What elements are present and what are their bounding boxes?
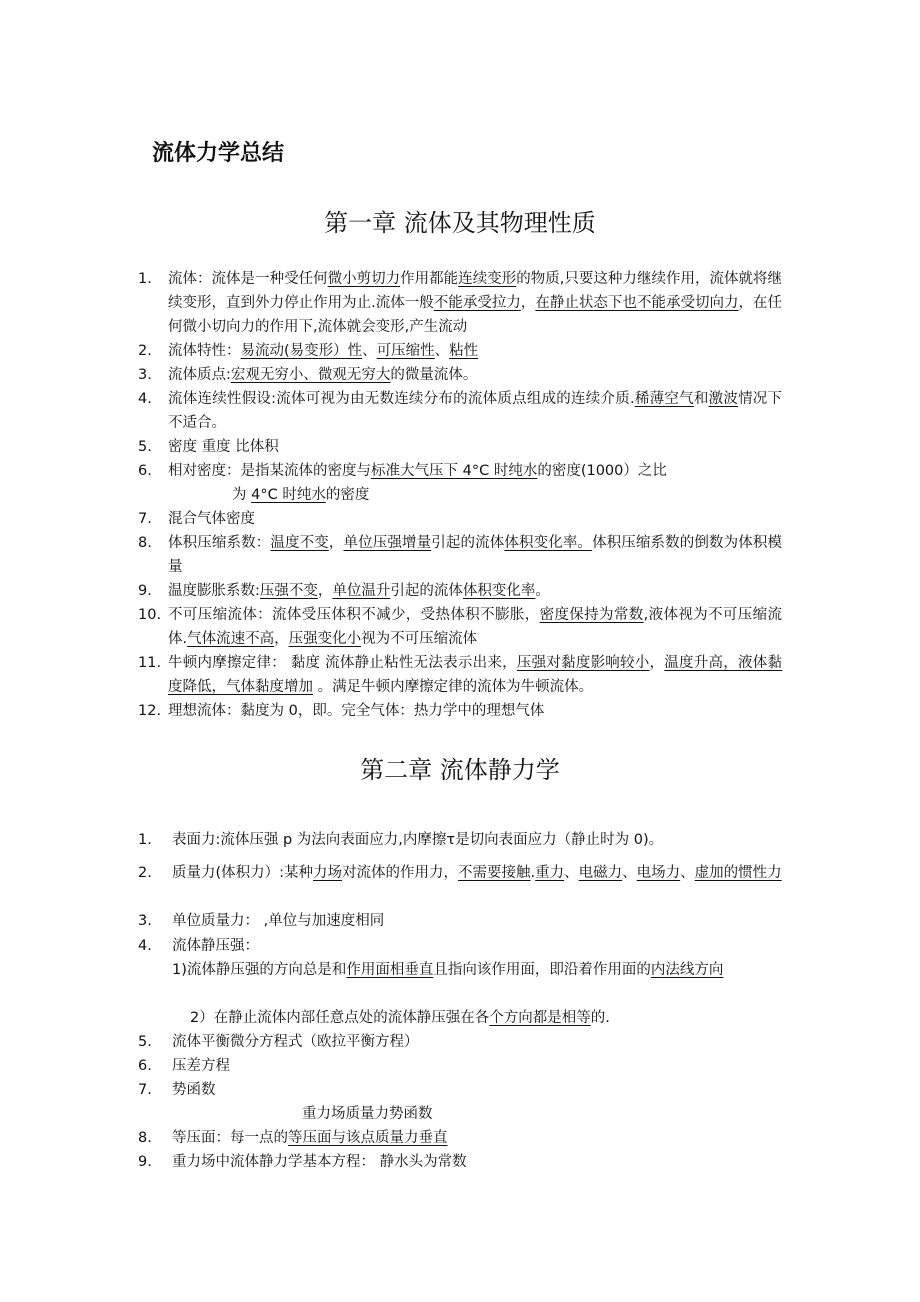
text-segment: 密度 重度 比体积 [168,439,279,455]
list-text [168,387,782,435]
underlined-term: 单位压强增量 [343,535,432,551]
list-number: 6. [138,1058,152,1074]
list-text [172,1030,782,1054]
text-segment: ， [274,631,289,647]
underlined-term: 内法线方向 [650,962,724,978]
text-segment: ， [317,583,333,599]
underlined-term: 标准大气压下 4°C 时纯水 [371,463,538,479]
list-text [168,699,782,723]
text-segment: 、 [564,865,579,881]
underlined-term: 单位温升 [332,583,391,599]
underlined-term: 重力 [535,865,565,881]
list-text [168,459,782,483]
list-number: 8. [138,535,152,551]
list-number: 12. [138,703,162,719]
text-segment: ,液体视为不可压缩流体. [168,607,783,647]
text-segment: 相对密度：是指某流体的密度与 [168,463,371,479]
text-segment: 作用都能 [400,271,459,287]
chapter-2-item-3 [138,909,782,933]
list-number: 9. [138,583,152,599]
text-segment: 引起的流体 [431,535,505,551]
list-number: 4. [138,938,152,954]
text-segment: 等压面：每一点的 [172,1130,288,1146]
list-number: 1. [138,271,152,287]
list-text [168,339,782,363]
list-text [172,1126,782,1150]
text-segment: 混合气体密度 [168,511,255,527]
text-segment: 的密度 [325,487,370,503]
list-number: 1. [138,832,152,848]
list-text [168,651,782,699]
chapter-1-item-1 [138,267,783,335]
text-segment: 流体：流体是一种受任何 [168,271,328,287]
list-number: 9. [138,1154,152,1170]
text-segment: ， [520,295,536,311]
list-number: 2. [138,865,152,881]
list-text [172,1078,782,1102]
underlined-term: 虚加的惯性力 [694,865,782,881]
text-segment: 单位质量力： ,单位与加速度相同 [172,913,385,929]
list-number: 2. [138,343,152,359]
text-segment: 、 [434,343,450,359]
list-text [168,267,782,339]
list-text [172,934,782,958]
underlined-term: 微小剪切力 [327,271,401,287]
chapter-1-item-8 [138,531,783,575]
underlined-term: 等压面与该点质量力垂直 [288,1130,448,1146]
text-segment: 、 [362,343,377,359]
underlined-term: 体积变化率。 [504,535,593,551]
text-segment: 2）在静止流体内部任意点处的流体静压强在各 [190,1010,490,1026]
chapter-1-heading: 第一章 流体及其物理性质 [324,209,596,237]
text-segment: 的. [590,1010,610,1026]
list-text [168,363,782,387]
chapter-1-item-12 [138,699,782,723]
chapter-1-item-4 [138,387,783,431]
chapter-2-item-4 [138,934,782,958]
list-text [168,579,782,603]
underlined-term: 电磁力 [578,865,623,881]
underlined-term: 易流动(易变形）性 [240,343,363,359]
chapter-1-item-9 [138,579,782,603]
list-number: 5. [138,439,152,455]
text-segment: 和 [693,391,709,407]
underlined-term: 电场力 [636,865,681,881]
list-number: 5. [138,1034,152,1050]
page-title: 流体力学总结 [152,141,285,166]
underlined-term: 个方向都是相等 [489,1010,591,1026]
list-text [172,909,782,933]
list-text [172,828,782,852]
text-segment: ， [328,535,344,551]
text-segment: 压差方程 [172,1058,230,1074]
text-segment: 且指向该作用面，即沿着作用面的 [433,962,651,978]
text-segment: ， [649,655,665,671]
text-segment: 重力场中流体静力学基本方程： 静水头为常数 [172,1154,467,1170]
list-number: 7. [138,1082,152,1098]
text-segment: 、 [680,865,695,881]
text-segment: 。 [535,583,550,599]
text-segment: 。满足牛顿内摩擦定律的流体为牛顿流体。 [313,679,594,695]
text-segment: 为 [232,487,252,503]
underlined-term: 稀薄空气 [634,391,694,407]
underlined-term: 温度不变 [270,535,329,551]
underlined-term: 连续变形 [458,271,517,287]
underlined-term: 温度升高，液体黏度降低，气体黏度增加 [168,655,783,695]
underlined-term: 力场 [313,865,343,881]
chapter-2-item-8 [138,1126,782,1150]
text-segment: 牛顿内摩擦定律： 黏度 流体静止粘性无法表示出来， [168,655,517,671]
text-segment: 体积压缩系数： [168,535,271,551]
underlined-term: 粘性 [449,343,479,359]
item-4-sub-2 [190,1006,610,1030]
list-number: 10. [138,607,162,623]
text-segment: 体积压缩系数的倒数为体积模量 [168,535,783,575]
underlined-term: 不能承受拉力 [433,295,521,311]
list-text [168,435,782,459]
text-segment: 质量力(体积力）:某种 [172,865,314,881]
underlined-term: 体积变化率 [462,583,536,599]
text-segment: 视为不可压缩流体 [361,631,478,647]
chapter-2-item-2 [138,861,782,885]
text-segment: ，在任何微小切向力的作用下,流体就会变形,产生流动 [168,295,783,335]
underlined-term: 气体流速不高 [187,631,275,647]
text-segment: 温度膨胀系数: [168,583,260,599]
text-segment: 的物质,只要这种力继续作用，流体就将继续变形，直到外力停止作用为止.流体一般 [168,271,783,311]
list-text [172,1054,782,1078]
text-segment: 势函数 [172,1082,216,1098]
text-segment: 流体特性： [168,343,241,359]
chapter-1-item-2 [138,339,782,363]
list-text [168,603,782,651]
text-segment: 理想流体：黏度为 0，即。完全气体：热力学中的理想气体 [168,703,545,719]
list-number: 3. [138,367,152,383]
text-segment: 1)流体静压强的方向总是和 [172,962,347,978]
underlined-term: 压强对黏度影响较小 [516,655,650,671]
list-number: 4. [138,391,152,407]
underlined-term: 激波 [708,391,739,407]
text-segment: 表面力:流体压强 p 为法向表面应力,内摩擦τ是切向表面应力（静止时为 0)。 [172,832,664,848]
text-segment: . [530,865,536,881]
chapter-1-item-10 [138,603,783,647]
list-text [172,1150,782,1174]
underlined-term: 压强变化小 [288,631,362,647]
chapter-1-item-11 [138,651,783,695]
chapter-2-heading: 第二章 流体静力学 [360,756,560,784]
underlined-term: 不需要接触 [458,865,531,881]
item-4-sub-1 [172,958,782,982]
chapter-1-item-6 [138,459,782,483]
chapter-2-item-7 [138,1078,782,1102]
chapter-1-item-3 [138,363,782,387]
text-segment: 流体连续性假设:流体可视为由无数连续分布的流体质点组成的连续介质. [168,391,635,407]
list-text [168,507,782,531]
underlined-term: 宏观无穷小、微观无穷大 [230,367,391,383]
text-segment: 流体静压强： [172,938,259,954]
text-segment: 引起的流体 [390,583,463,599]
chapter-2-item-9 [138,1150,782,1174]
text-segment: 情况下不适合。 [168,391,783,431]
list-number: 3. [138,913,152,929]
underlined-term: 作用面相垂直 [346,962,434,978]
chapter-1-item-7 [138,507,782,531]
item-7-note: 重力场质量力势函数 [302,1106,433,1122]
underlined-term: 4°C 时纯水 [251,487,326,503]
chapter-1-item-5 [138,435,782,459]
list-number: 11. [138,655,162,671]
underlined-term: 在静止状态下也不能承受切向力 [535,295,739,311]
list-number: 7. [138,511,152,527]
text-segment: 不可压缩流体：流体受压体积不减少，受热体积不膨胀， [168,607,540,623]
list-text [172,861,782,885]
chapter-2-item-5 [138,1030,782,1054]
text-segment: 流体平衡微分方程式（欧拉平衡方程） [172,1034,419,1050]
text-segment: 对流体的作用力， [342,865,459,881]
list-number: 8. [138,1130,152,1146]
text-segment: 的密度(1000）之比 [537,463,667,479]
chapter-2-item-6 [138,1054,782,1078]
list-number: 6. [138,463,152,479]
underlined-term: 可压缩性 [376,343,435,359]
text-segment: 、 [622,865,637,881]
list-text [168,531,782,579]
underlined-term: 密度保持为常数 [539,607,644,623]
item-6-continuation [232,483,369,507]
text-segment: 的微量流体。 [390,367,478,383]
underlined-term: 压强不变 [259,583,318,599]
chapter-2-item-1 [138,828,782,852]
text-segment: 流体质点: [168,367,231,383]
